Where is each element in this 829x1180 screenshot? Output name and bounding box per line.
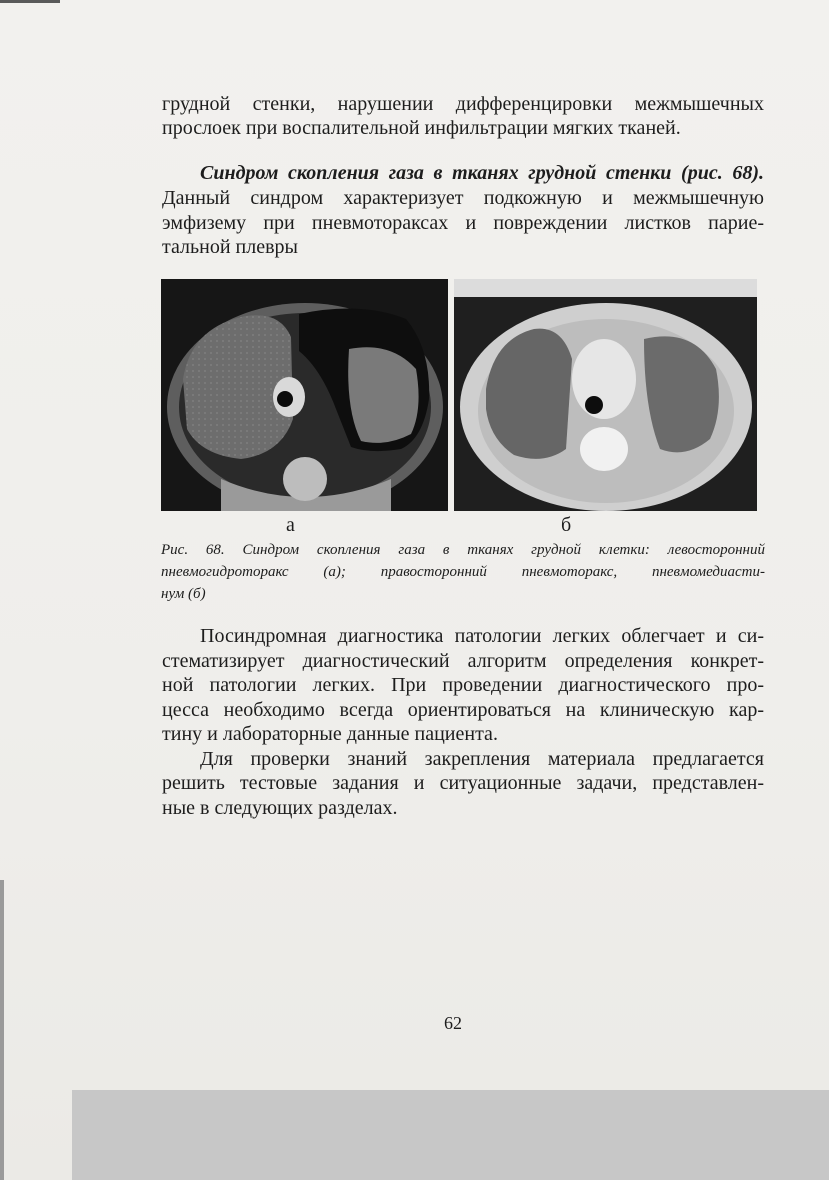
ct-scan-b: [454, 279, 757, 511]
section-line-3: тальной плевры: [162, 236, 298, 258]
para2-line-3: ные в следующих разделах.: [162, 797, 398, 819]
figure-caption-line-2: пневмогидроторакс (а); правосторонний пневмоторакс, пневмомедиасти-: [161, 564, 765, 580]
figure-68: [161, 279, 757, 511]
para2-line-2: решить тестовые задания и ситуационные задачи, представлен-: [162, 772, 764, 794]
section-line-2: эмфизему при пневмотораксах и повреждении листков парие-: [162, 212, 764, 234]
para2-line-1: Для проверки знаний закрепления материала предлагается: [200, 748, 764, 770]
para1-line-3: ной патологии легких. При проведении диагностического про-: [162, 674, 764, 696]
scan-edge: [0, 880, 4, 1180]
scan-corner-mark: [0, 0, 60, 11]
page-number: 62: [444, 1013, 462, 1033]
figure-label-a: а: [286, 514, 295, 536]
para1-line-1: Посиндромная диагностика патологии легких облегчает и си-: [200, 625, 764, 647]
figure-caption-line-1: Рис. 68. Синдром скопления газа в тканях грудной клетки: левосторонний: [161, 542, 765, 558]
ct-scan-a: [161, 279, 448, 511]
scan-footer-band: [72, 1090, 829, 1180]
figure-label-b: б: [561, 514, 572, 536]
intro-line-2: прослоек при воспалительной инфильтрации мягких тканей.: [162, 117, 681, 139]
section-heading: Синдром скопления газа в тканях грудной стенки (рис. 68).: [200, 162, 764, 184]
figure-caption-line-3: нум (б): [161, 586, 206, 602]
para1-line-4: цесса необходимо всегда ориентироваться на клиническую кар-: [162, 699, 764, 721]
para1-line-5: тину и лабораторные данные пациента.: [162, 723, 498, 745]
para1-line-2: стематизирует диагностический алгоритм определения конкрет-: [162, 650, 764, 672]
section-line-1: Данный синдром характеризует подкожную и межмышечную: [162, 187, 764, 209]
intro-line-1: грудной стенки, нарушении дифференцировки межмышечных: [162, 93, 764, 115]
